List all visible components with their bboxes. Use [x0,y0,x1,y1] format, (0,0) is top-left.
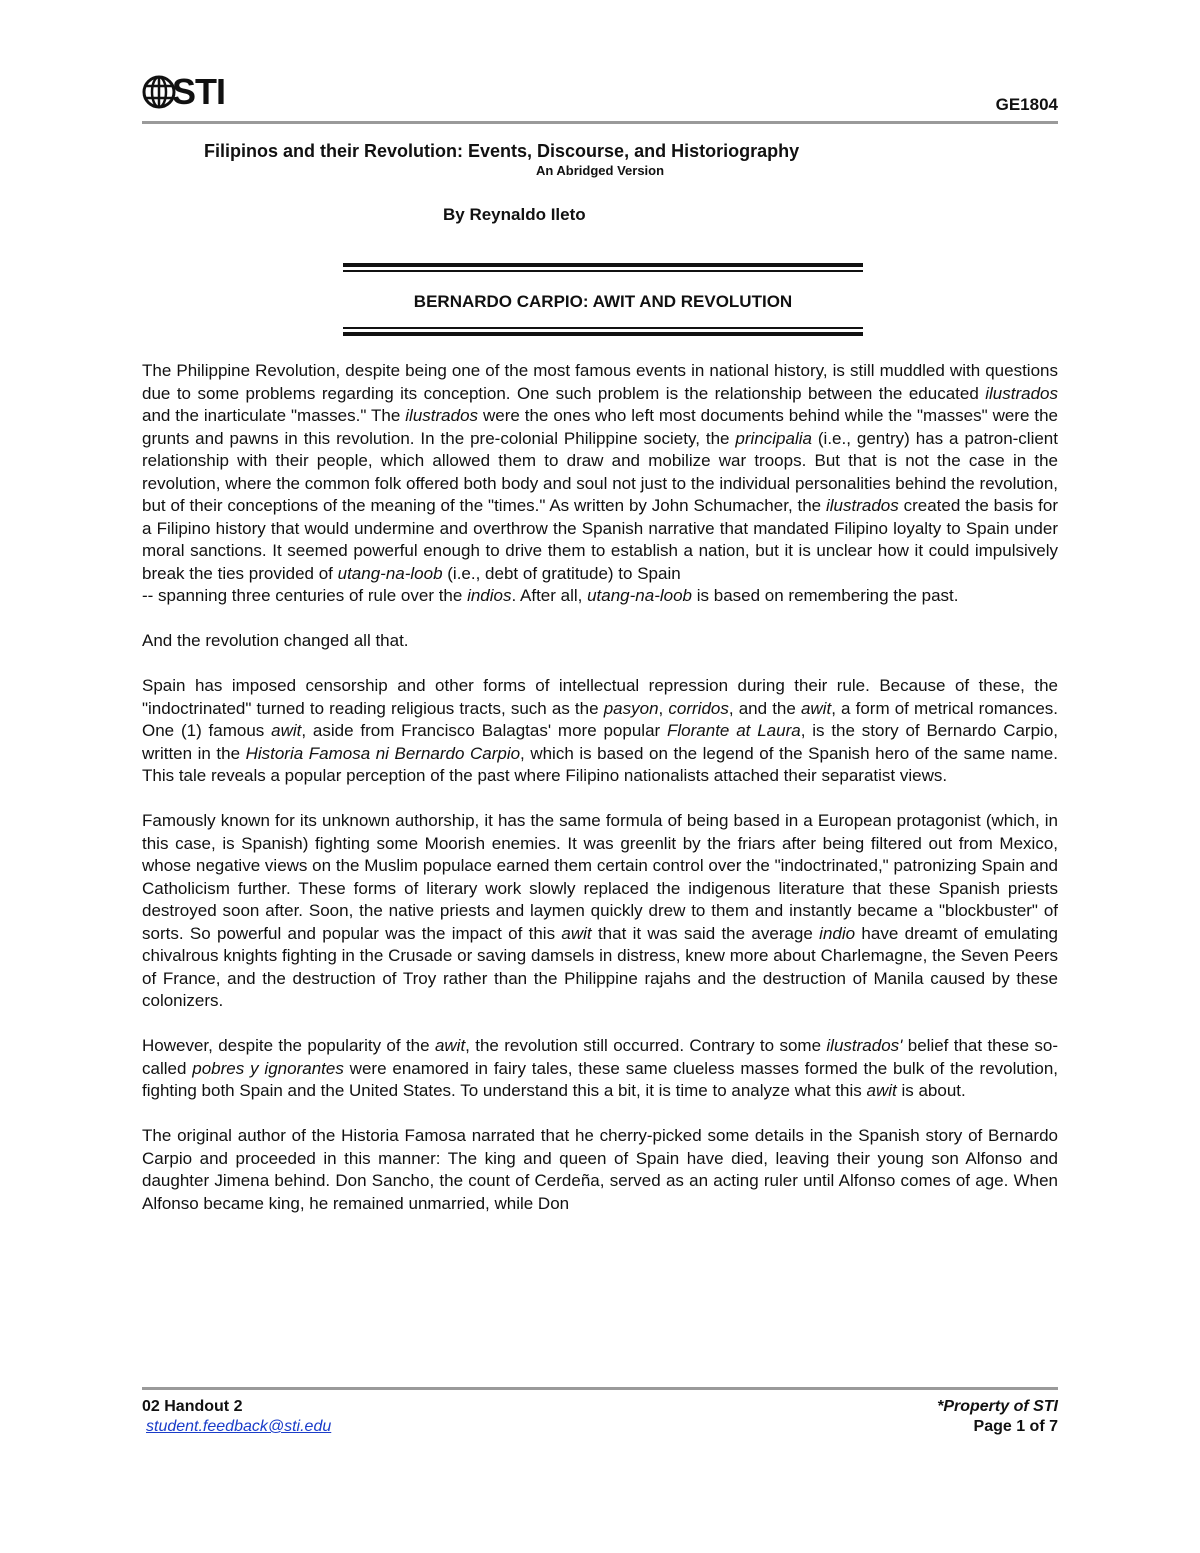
document-subtitle [0,163,1200,178]
section-rule-top-thick [343,263,863,267]
italic-term: ilustrados [825,496,899,515]
italic-term: ilustrados [985,383,1058,403]
sti-logo [142,70,242,114]
document-author: By Reynaldo Ileto [443,205,586,224]
text-run: Spain has imposed censorship and other forms of intellectual repression during their rule. Because of these, the "indoctrinated" turned to reading religious tracts, such as the [142,676,1058,718]
footer-right [937,1397,1058,1437]
text-run: were enamored in fairy tales, these same clueless masses formed the bulk of the revolution, fighting both Spain and the United States. To understand this a bit, it is time to analyze what this [142,1058,1058,1100]
italic-term: awit [271,721,302,740]
text-run: Famously known for its unknown authorship, it has the same formula of being based in a European protagonist (which, in this case, is Spanish) fighting some Moorish enemies. It was greenlit by the friars after being filtered out from Mexico, whose negative views on the Muslim populace earned them certain control over the "indoctrinated," patronizing Spain and Catholicism further. These forms of literary work slowly replaced the indigenous literature that these Spanish priests destroyed soon after. Soon, the native priests and laymen quickly drew to them and instantly became a "blockbuster" of sorts. So powerful and popular was the impact of this [142,811,1058,943]
text-run: , aside from Francisco Balagtas' more popular [301,721,668,740]
paragraph [142,360,1058,585]
text-run: . After all, [511,586,588,605]
section-rule-bottom-thick [343,332,863,336]
italic-term: awit [561,923,592,943]
italic-term: awit [434,1036,466,1055]
text-run: have dreamt of emulating chivalrous knights fighting in the Crusade or saving damsels in distress, knew more about Charlemagne, the Seven Peers of France, and the destruction of Troy rather than the Philippine rajahs and the destruction of Manila caused by these colonizers. [142,923,1059,1010]
text-run: (i.e., debt of gratitude) to Spain [442,563,681,583]
italic-term: pasyon [603,698,659,718]
feedback-email-link[interactable]: student.feedback@sti.edu [146,1418,332,1435]
page-number: Page 1 of 7 [973,1418,1058,1435]
text-run: is about. [896,1081,966,1100]
header-rule [142,121,1058,124]
italic-term: ilustrados' [826,1036,903,1055]
section-rule-bottom-thin [343,327,863,329]
text-run: The original author of the Historia Famosa narrated that he cherry-picked some details in the Spanish story of Bernardo Carpio and proceeded in this manner: The king and queen of Spain have died, leaving their young son Alfonso and daughter Jimena behind. Don Sancho, the count of Cerdeña, served as an acting ruler until Alfonso comes of age. When Alfonso became king, he remained unmarried, while Don [142,1126,1058,1213]
italic-term: corridos [668,698,729,718]
text-run: -- spanning three centuries of rule over the [142,586,468,605]
text-run: And the revolution changed all that. [142,631,409,650]
handout-label: 02 Handout 2 [142,1398,243,1415]
text-run: However, despite the popularity of the [142,1036,435,1055]
text-run: , is the story of Bernardo Carpio, written in the [142,721,1058,763]
paragraph [142,1035,1058,1103]
italic-term: utang-na-loob [337,563,443,583]
course-code: GE1804 [995,95,1058,114]
italic-term: principalia [735,428,812,448]
italic-term: pobres y ignorantes [192,1058,344,1078]
text-run: and the inarticulate "masses." The [142,406,406,425]
text-run: that it was said the average [591,923,820,943]
text-run: , and the [728,698,801,718]
italic-term: ilustrados [405,406,479,425]
text-run: were the ones who left most documents behind while the "masses" were the grunts and pawns in this revolution. In the pre-colonial Philippine society, the [142,406,1058,448]
body-text [142,360,1058,1215]
section-rule-top-thin [343,270,863,272]
text-run: The Philippine Revolution, despite being one of the most famous events in national history, is still muddled with questions due to some problems regarding its conception. One such problem is the relationship between the educated [142,361,1058,403]
italic-term: indios [467,586,512,605]
paragraph [142,630,1058,653]
footer-rule [142,1387,1058,1390]
text-run: , which is based on the legend of the Spanish hero of the same name. This tale reveals a popular perception of the past where Filipino nationalists attached their separatist views. [142,743,1058,785]
italic-term: Historia Famosa ni Bernardo Carpio [245,743,521,763]
italic-term: Florante at Laura [667,721,801,740]
logo-wordmark: STI [172,71,226,112]
paragraph [142,810,1058,1013]
section-heading: BERNARDO CARPIO: AWIT AND REVOLUTION [413,292,793,311]
paragraph [142,1125,1058,1215]
text-run: , the revolution still occurred. Contrary to some [465,1036,827,1055]
subtitle-text: An Abridged Version [535,163,665,178]
paragraph [142,585,1058,608]
italic-term: indio [819,923,856,943]
text-run: is based on remembering the past. [692,586,959,605]
property-notice: *Property of STI [937,1398,1058,1415]
text-run: , [658,698,669,718]
italic-term: utang-na-loob [587,586,693,605]
italic-term: awit [800,698,832,718]
paragraph [142,675,1058,788]
italic-term: awit [866,1081,897,1100]
text-run: (i.e., gentry) has a patron-client relationship with their people, which allowed them to draw and mobilize war troops. But that is not the case in the revolution, where the common folk offered both body and soul not just to the individual personalities behind the revolution, but of their conceptions of the meaning of the "times." As written by John Schumacher, the [142,428,1058,515]
globe-icon [142,72,176,112]
text-run: , a form of metrical romances. One (1) famous [142,698,1059,740]
text-run: belief that these so-called [142,1036,1059,1078]
text-run: created the basis for a Filipino history that would undermine and overthrow the Spanish narrative that mandated Filipino loyalty to Spain under moral sanctions. It seemed powerful enough to drive them to establish a nation, but it is unclear how it could impulsively break the ties provided of [142,496,1058,583]
document-title: Filipinos and their Revolution: Events, Discourse, and Historiography [204,141,800,161]
